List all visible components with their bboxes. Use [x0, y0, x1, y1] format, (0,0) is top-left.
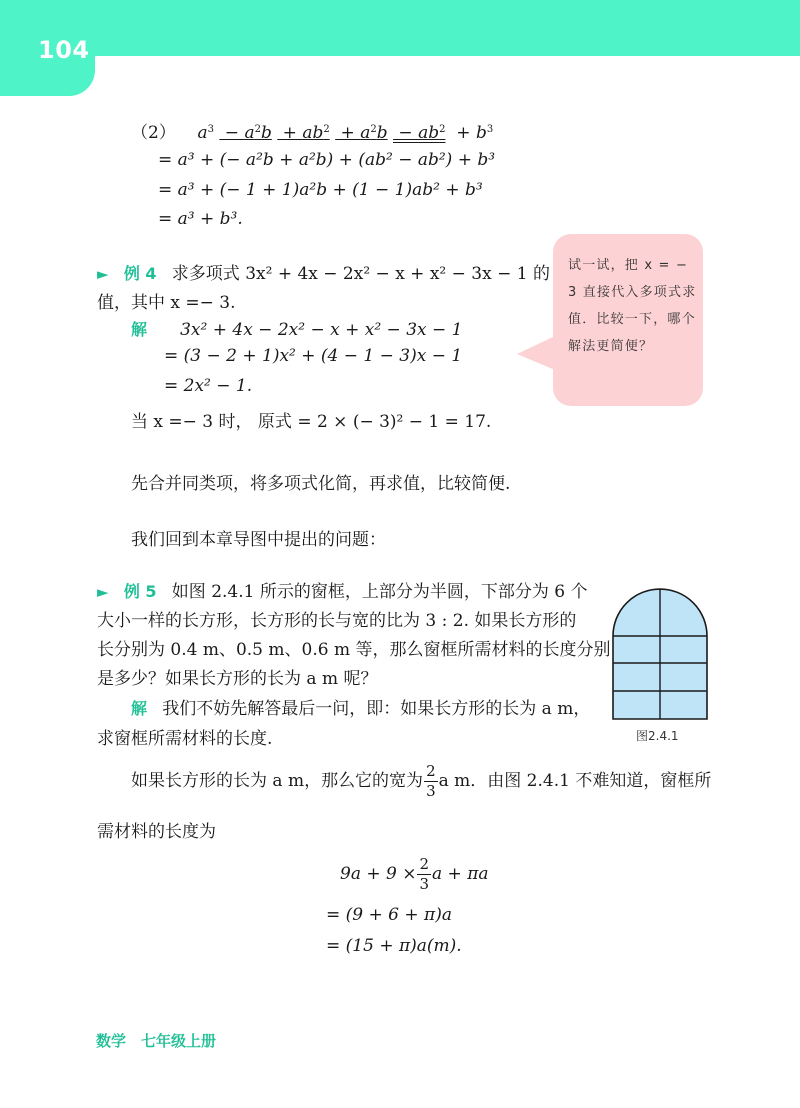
fraction-two-thirds: $\frac{2}{3}$	[426, 762, 436, 800]
example4-solution-line3: = 2x² − 1.	[164, 376, 253, 396]
example5-question-line3: 长分别为 0.4 m、0.5 m、0.6 m 等，那么窗框所需材料的长度分别	[97, 640, 611, 660]
example5-question-line4: 是多少？如果长方形的长为 a m 呢？	[97, 669, 378, 689]
example5-paragraph-line1: 如果长方形的长为 a m，那么它的宽为 $\frac{2}{3}$ a m．由图 2.4.1 不难知道，窗框所	[131, 762, 712, 800]
part2-line4: = a³ + b³.	[158, 209, 243, 229]
window-frame-figure	[610, 582, 710, 722]
example4-label: 例 4	[123, 264, 157, 283]
bubble-text: 试一试，把 x = − 3 直接代入多项式求值．比较一下，哪个解法更简便？	[568, 258, 697, 354]
example5-label: 例 5	[123, 582, 157, 601]
bubble-tail	[517, 336, 555, 370]
fraction-two-thirds: $\frac{2}{3}$	[419, 855, 430, 893]
part2-line1: （2） $a^3 - a^2b + ab^2 + a^2b - ab^2 + b^3$	[131, 123, 494, 143]
equation-line1: 9a + 9 × $\frac{2}{3}$ a + πa	[340, 855, 489, 893]
example5-paragraph-line2: 需材料的长度为	[97, 822, 216, 842]
example5-question-line1: 如图 2.4.1 所示的窗框，上部分为半圆，下部分为 6 个	[171, 582, 588, 602]
example4-heading	[97, 259, 550, 284]
example4-solution-line4: 当 x =− 3 时， 原式 = 2 × (− 3)² − 1 = 17.	[131, 412, 492, 432]
equation-line3: = (15 + π)a(m).	[326, 936, 462, 956]
note-text: 先合并同类项，将多项式化简，再求值，比较简便.	[131, 474, 511, 494]
arrow-icon: ►	[97, 583, 109, 601]
example5-solution-line1: 解 我们不妨先解答最后一问，即：如果长方形的长为 a m，	[131, 699, 591, 719]
equation-line2: = (9 + 6 + π)a	[326, 905, 452, 925]
page-number: 104	[38, 36, 90, 64]
part2-line2: = a³ + (− a²b + a²b) + (ab² − ab²) + b³	[158, 150, 496, 170]
solution-label: 解	[131, 699, 148, 718]
example4-solution-line1: 解 3x² + 4x − 2x² − x + x² − 3x − 1	[131, 320, 463, 340]
example5-heading	[97, 577, 587, 602]
example5-solution-line2: 求窗框所需材料的长度.	[97, 729, 273, 749]
figure-caption: 图2.4.1	[636, 729, 679, 743]
example4-solution-line2: = (3 − 2 + 1)x² + (4 − 1 − 3)x − 1	[164, 346, 463, 366]
example5-question-line2: 大小一样的长方形，长方形的长与宽的比为 3 : 2. 如果长方形的	[97, 611, 577, 631]
header-band	[0, 0, 800, 56]
part2-line3: = a³ + (− 1 + 1)a²b + (1 − 1)ab² + b³	[158, 180, 483, 200]
footer-book-title: 数学 七年级上册	[96, 1032, 217, 1050]
solution-label: 解	[131, 320, 148, 339]
example4-question-line2: 值，其中 x =− 3.	[97, 293, 236, 313]
arrow-icon: ►	[97, 265, 109, 283]
transition-text: 我们回到本章导图中提出的问题：	[131, 530, 386, 550]
example4-question-line1: 求多项式 3x² + 4x − 2x² − x + x² − 3x − 1 的	[171, 264, 550, 284]
